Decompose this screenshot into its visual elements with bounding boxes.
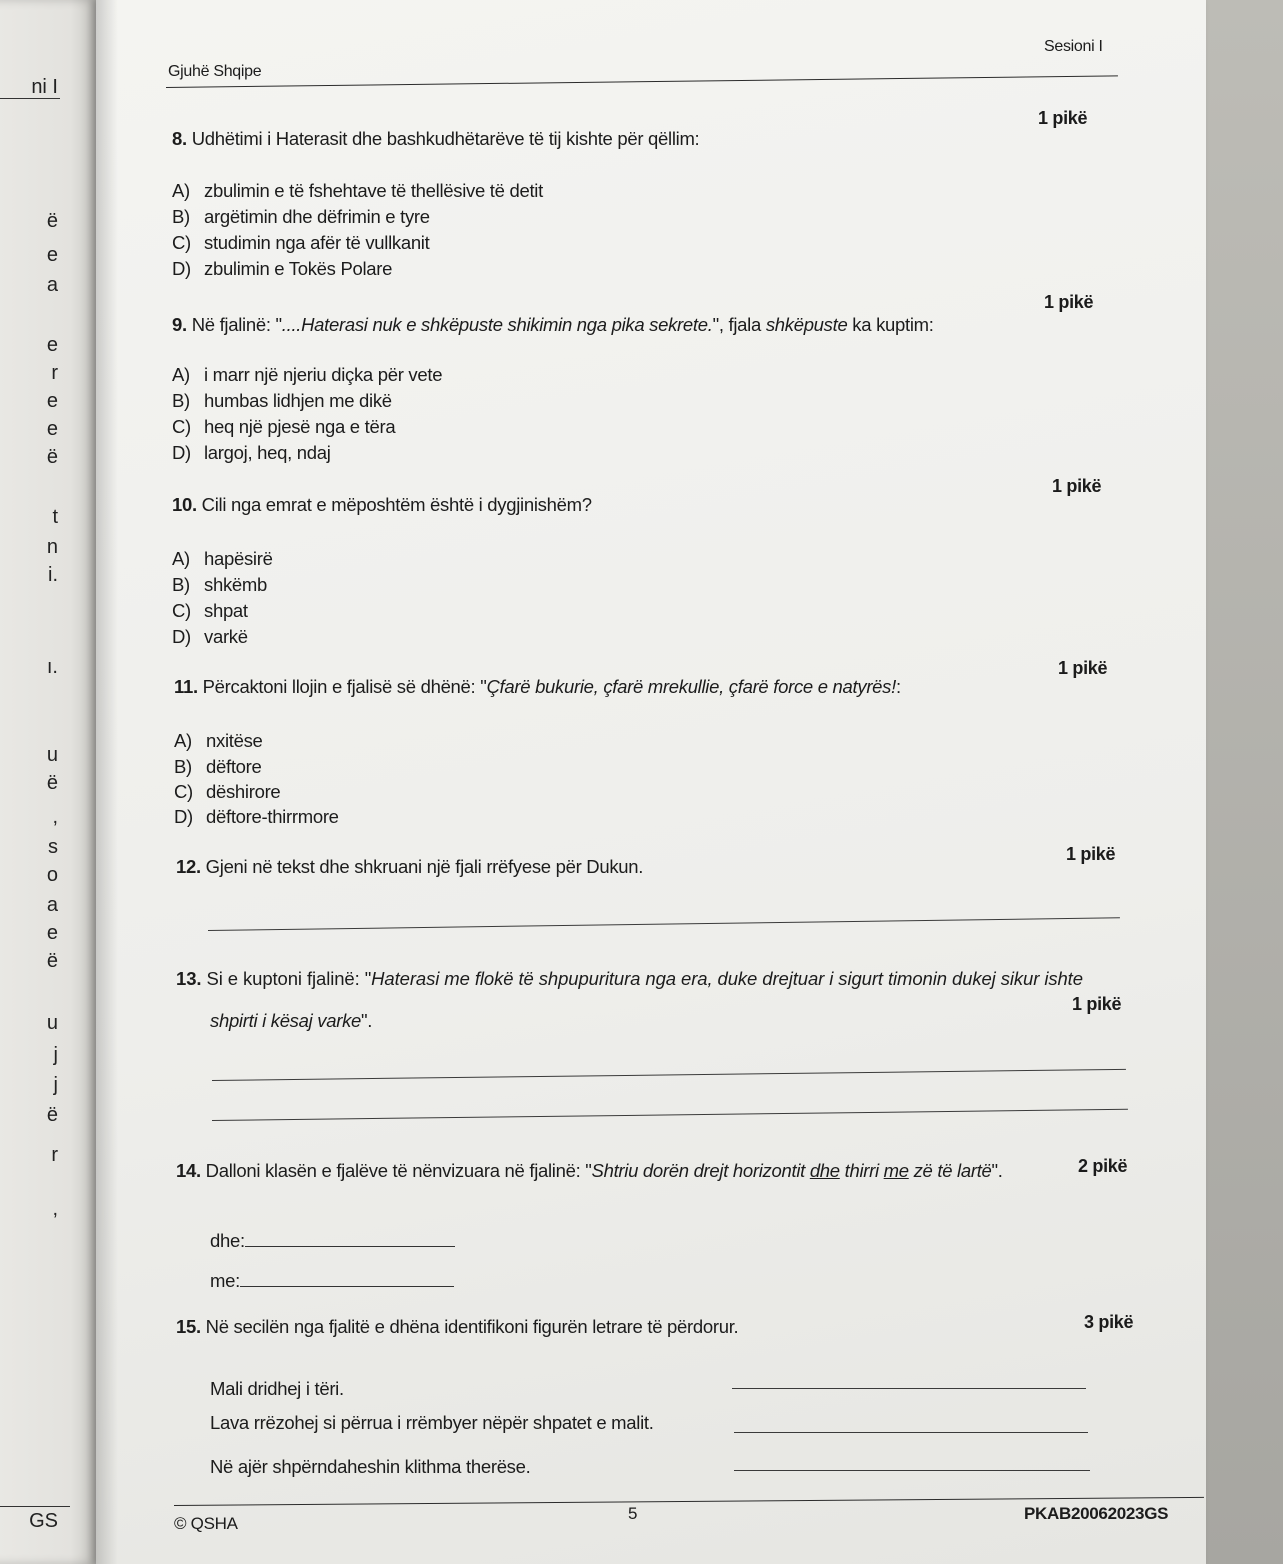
question-15-item-3: Në ajër shpërndaheshin klithma therëse. xyxy=(210,1456,531,1477)
question-13-answer-line[interactable] xyxy=(212,1069,1126,1081)
left-page-fragment: j xyxy=(53,1044,58,1066)
question-11-option-d[interactable]: D) dëftore-thirrmore xyxy=(174,806,339,827)
question-9-option-b[interactable]: B) humbas lidhjen me dikë xyxy=(172,390,392,411)
question-9-option-a[interactable]: A) i marr një njeriu diçka për vete xyxy=(172,364,443,385)
question-10-text: 10. Cili nga emrat e mëposhtëm është i dygjinishëm? xyxy=(172,494,592,515)
page-fold-shadow xyxy=(96,0,118,1564)
question-14-blank-line[interactable] xyxy=(240,1286,454,1287)
left-page-fragment: , xyxy=(52,806,58,828)
footer-code: PKAB20062023GS xyxy=(1024,1504,1169,1523)
question-number: 13. xyxy=(176,968,202,989)
question-15-answer-line[interactable] xyxy=(734,1470,1090,1471)
question-13-text-line-1: 13. Si e kuptoni fjalinë: "Haterasi me flokë të shpupuritura nga era, duke drejtuar i sigurt timonin dukej sikur ishte xyxy=(176,968,1083,989)
header-rule xyxy=(166,75,1118,88)
question-10-option-c[interactable]: C) shpat xyxy=(172,600,248,621)
question-15-item-1: Mali dridhej i tëri. xyxy=(210,1378,344,1399)
header-subject: Gjuhë Shqipe xyxy=(168,63,262,80)
left-page-fragment: t xyxy=(52,506,58,528)
left-page-fragment: ë xyxy=(46,446,58,468)
left-page-fragment: e xyxy=(46,390,58,412)
left-page-fragment: ni I xyxy=(31,76,58,98)
left-page-footer-fragment: GS xyxy=(29,1510,58,1532)
question-11-option-b[interactable]: B) dëftore xyxy=(174,756,262,777)
question-14-blank-me: me: xyxy=(210,1270,454,1292)
question-8-option-d[interactable]: D) zbulimin e Tokës Polare xyxy=(172,258,393,279)
question-13-points: 1 pikë xyxy=(1072,994,1122,1014)
question-8-points: 1 pikë xyxy=(1038,108,1088,128)
left-page-fragment: i. xyxy=(48,564,58,586)
left-page-fragment: a xyxy=(46,274,58,296)
question-11-option-c[interactable]: C) dëshirore xyxy=(174,781,281,802)
question-14-points: 2 pikë xyxy=(1078,1156,1128,1176)
exam-page xyxy=(96,0,1206,1564)
left-page-fragment: j xyxy=(53,1074,58,1096)
left-page-fragment: , xyxy=(52,1198,58,1220)
question-9-option-d[interactable]: D) largoj, heq, ndaj xyxy=(172,442,331,463)
footer-page-number: 5 xyxy=(628,1504,638,1523)
question-number: 11. xyxy=(174,676,198,697)
question-8-option-b[interactable]: B) argëtimin dhe dëfrimin e tyre xyxy=(172,206,430,227)
left-page-fragment: u xyxy=(46,744,58,766)
footer-copyright: © QSHA xyxy=(174,1514,238,1533)
left-page-fragment: e xyxy=(46,334,58,356)
question-10-points: 1 pikë xyxy=(1052,476,1102,496)
question-10-option-b[interactable]: B) shkëmb xyxy=(172,574,267,595)
question-15-points: 3 pikë xyxy=(1084,1312,1134,1332)
question-10-option-d[interactable]: D) varkë xyxy=(172,626,248,647)
question-12-answer-line[interactable] xyxy=(208,917,1120,931)
underlined-word: me xyxy=(883,1160,909,1181)
question-number: 8. xyxy=(172,128,187,149)
left-page-fragment: ı. xyxy=(46,656,58,678)
question-8-option-a[interactable]: A) zbulimin e të fshehtave të thellësive të detit xyxy=(172,180,543,201)
question-13-text-line-2: shpirti i kësaj varke". xyxy=(210,1010,373,1031)
left-page-fragment: o xyxy=(46,864,58,886)
question-14-text: 14. Dalloni klasën e fjalëve të nënvizuara në fjalinë: "Shtriu dorën drejt horizontit dhe thirri me zë të lartë". xyxy=(176,1160,1003,1181)
question-13-answer-line[interactable] xyxy=(212,1109,1128,1121)
question-14-blank-dhe: dhe: xyxy=(210,1230,455,1252)
left-page-fragment: u xyxy=(46,1012,58,1034)
question-15-answer-line[interactable] xyxy=(734,1432,1088,1433)
left-page-fragment: e xyxy=(46,244,58,266)
question-15-answer-line[interactable] xyxy=(732,1388,1086,1389)
question-8-text: 8. Udhëtimi i Haterasit dhe bashkudhëtarëve të tij kishte për qëllim: xyxy=(172,128,700,149)
left-page-footer-rule xyxy=(0,1506,70,1507)
left-page-fragment: ë xyxy=(46,950,58,972)
question-9-text: 9. Në fjalinë: "....Haterasi nuk e shkëpuste shikimin nga pika sekrete.", fjala shkëpuste ka kuptim: xyxy=(172,314,934,335)
left-page-fragment: ë xyxy=(46,772,58,794)
left-page xyxy=(0,0,96,1564)
left-page-fragment: ë xyxy=(46,1104,58,1126)
question-15-item-2: Lava rrëzohej si përrua i rrëmbyer nëpër shpatet e malit. xyxy=(210,1412,654,1433)
left-page-fragment: e xyxy=(46,922,58,944)
question-15-text: 15. Në secilën nga fjalitë e dhëna identifikoni figurën letrare të përdorur. xyxy=(176,1316,739,1337)
left-page-fragment: n xyxy=(46,536,58,558)
left-page-fragment: e xyxy=(46,418,58,440)
header-session: Sesioni I xyxy=(1044,38,1103,55)
question-number: 14. xyxy=(176,1160,201,1181)
left-page-fragment: r xyxy=(51,1144,58,1166)
question-9-option-c[interactable]: C) heq një pjesë nga e tëra xyxy=(172,416,396,437)
question-number: 15. xyxy=(176,1316,201,1337)
left-page-fragment: ë xyxy=(46,210,58,232)
underlined-word: dhe xyxy=(809,1160,840,1181)
question-9-points: 1 pikë xyxy=(1044,292,1094,312)
question-11-option-a[interactable]: A) nxitëse xyxy=(174,730,263,751)
question-11-points: 1 pikë xyxy=(1058,658,1108,678)
question-11-text: 11. Përcaktoni llojin e fjalisë së dhënë: "Çfarë bukurie, çfarë mrekullie, çfarë force e natyrës!: xyxy=(174,676,901,697)
left-page-fragment: s xyxy=(48,836,58,858)
question-10-option-a[interactable]: A) hapësirë xyxy=(172,548,273,569)
left-page-fragment: a xyxy=(46,894,58,916)
question-12-text: 12. Gjeni në tekst dhe shkruani një fjali rrëfyese për Dukun. xyxy=(176,856,644,877)
question-12-points: 1 pikë xyxy=(1066,844,1116,864)
question-number: 12. xyxy=(176,856,201,877)
question-14-blank-line[interactable] xyxy=(245,1246,455,1247)
question-number: 10. xyxy=(172,494,197,515)
question-8-option-c[interactable]: C) studimin nga afër të vullkanit xyxy=(172,232,430,253)
question-number: 9. xyxy=(172,314,187,335)
left-page-fragment: r xyxy=(51,362,58,384)
